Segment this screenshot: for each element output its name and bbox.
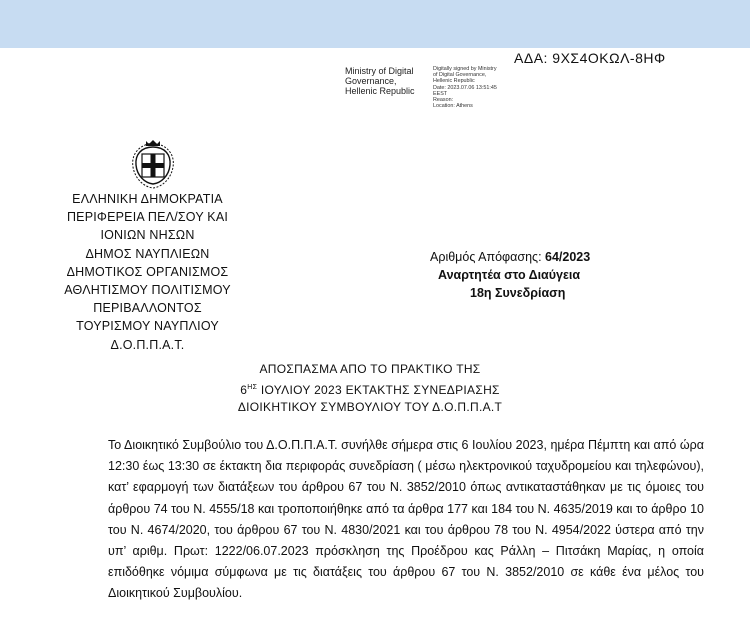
signature-detail-line: Digitally signed by Ministry <box>433 66 497 72</box>
extract-line-3: ΔΙΟΙΚΗΤΙΚΟΥ ΣΥΜΒΟΥΛΙΟΥ ΤΟΥ Δ.Ο.Π.Π.Α.Τ <box>237 400 503 414</box>
extract-date-rest: ΙΟΥΛΙΟΥ 2023 ΕΚΤΑΚΤΗΣ ΣΥΝΕΔΡΙΑΣΗΣ <box>257 382 500 397</box>
authority-line: ΔΗΜΟΣ ΝΑΥΠΛΙΕΩΝ <box>85 246 210 261</box>
authority-line: ΑΘΛΗΤΙΣΜΟΥ ΠΟΛΙΤΙΣΜΟΥ <box>64 283 231 298</box>
greek-coat-of-arms-icon <box>127 138 179 190</box>
signer-line: Governance, <box>345 76 397 86</box>
authority-line: ΙΟΝΙΩΝ ΝΗΣΩΝ <box>100 228 195 243</box>
ada-code: ΑΔΑ: 9ΧΣ4ΟΚΩΛ-8ΗΦ <box>514 50 666 66</box>
minutes-paragraph: Το Διοικητικό Συμβούλιο του Δ.Ο.Π.Π.Α.Τ. συνήλθε σήμερα στις 6 Ιουλίου 2023, ημέρα Πέμπτη και από ώρα 12:30 έως 13:30 σε έκτακτη δια περιφοράς συνεδρίαση ( μέσω ηλεκτρονικού ταχυδρομείου και τηλεφώνου), κατ’ εφαρμογή των διατάξεων του άρθρου 67 του Ν. 3852/2010 όπως αντικαταστάθηκαν με τις όμοιες του άρθρου 74 του Ν. 4555/18 και τροποποιήθηκε από τα άρθρα 177 και 184 του Ν. 4635/2019 και το άρθρο 10 του Ν. 4674/2020, του άρθρου 67 του Ν. 4830/2021 και του άρθρου 78 του Ν. 4954/2022 ύστερα από την υπ’ αριθμ. Πρωτ: 1222/06.07.2023 πρόσκληση της Προέδρου κας Ράλλη – Πιτσάκη Μαρίας, η οποία επιδόθηκε νόμιμα σύμφωνα με τις διατάξεις του άρθρου 67 του Ν. 3852/2010 σε κάθε ένα μέλος του Διοικητικού Συμβουλίου. <box>108 438 704 601</box>
authority-line: ΤΟΥΡΙΣΜΟΥ ΝΑΥΠΛΙΟΥ <box>76 319 219 334</box>
signature-detail-line: EEST <box>433 90 448 97</box>
signature-detail-line: of Digital Governance, <box>433 72 487 79</box>
extract-line-2 <box>180 379 560 400</box>
decision-number-label: Αριθμός Απόφασης: <box>430 250 546 264</box>
signature-detail-line: Reason: <box>433 97 454 104</box>
posting-note: Αναρτητέα στο Διαύγεια <box>438 268 581 282</box>
authority-line: ΔΗΜΟΤΙΚΟΣ ΟΡΓΑΝΙΣΜΟΣ <box>66 264 229 279</box>
authority-line: Δ.Ο.Π.Π.Α.Τ. <box>110 337 185 352</box>
signature-detail-line: Date: 2023.07.06 13:51:45 <box>433 84 497 91</box>
decision-number: 64/2023 <box>545 250 591 264</box>
signer-line: Hellenic Republic <box>345 86 415 96</box>
extract-heading <box>180 361 560 417</box>
session-number: 18η Συνεδρίαση <box>470 286 566 300</box>
signature-signer <box>345 66 415 96</box>
decision-info <box>430 248 630 302</box>
signature-details <box>433 66 497 109</box>
signature-detail-line: Location: Athens <box>433 103 473 110</box>
extract-day-suffix: ΗΣ <box>247 383 258 391</box>
signature-detail-line: Hellenic Republic <box>433 78 475 85</box>
authority-line: ΠΕΡΙΒΑΛΛΟΝΤΟΣ <box>93 301 202 316</box>
authority-line: ΕΛΛΗΝΙΚΗ ΔΗΜΟΚΡΑΤΙΑ <box>72 192 223 206</box>
decision-number-row <box>430 248 630 266</box>
signer-line: Ministry of Digital <box>345 66 414 76</box>
issuing-authority <box>55 190 240 354</box>
extract-day: 6 <box>240 382 248 397</box>
viewer-top-bar <box>0 0 750 48</box>
extract-line-1: ΑΠΟΣΠΑΣΜΑ ΑΠΟ ΤΟ ΠΡΑΚΤΙΚΟ ΤΗΣ <box>259 362 481 376</box>
authority-line: ΠΕΡΙΦΕΡΕΙΑ ΠΕΛ/ΣΟΥ ΚΑΙ <box>66 210 229 225</box>
